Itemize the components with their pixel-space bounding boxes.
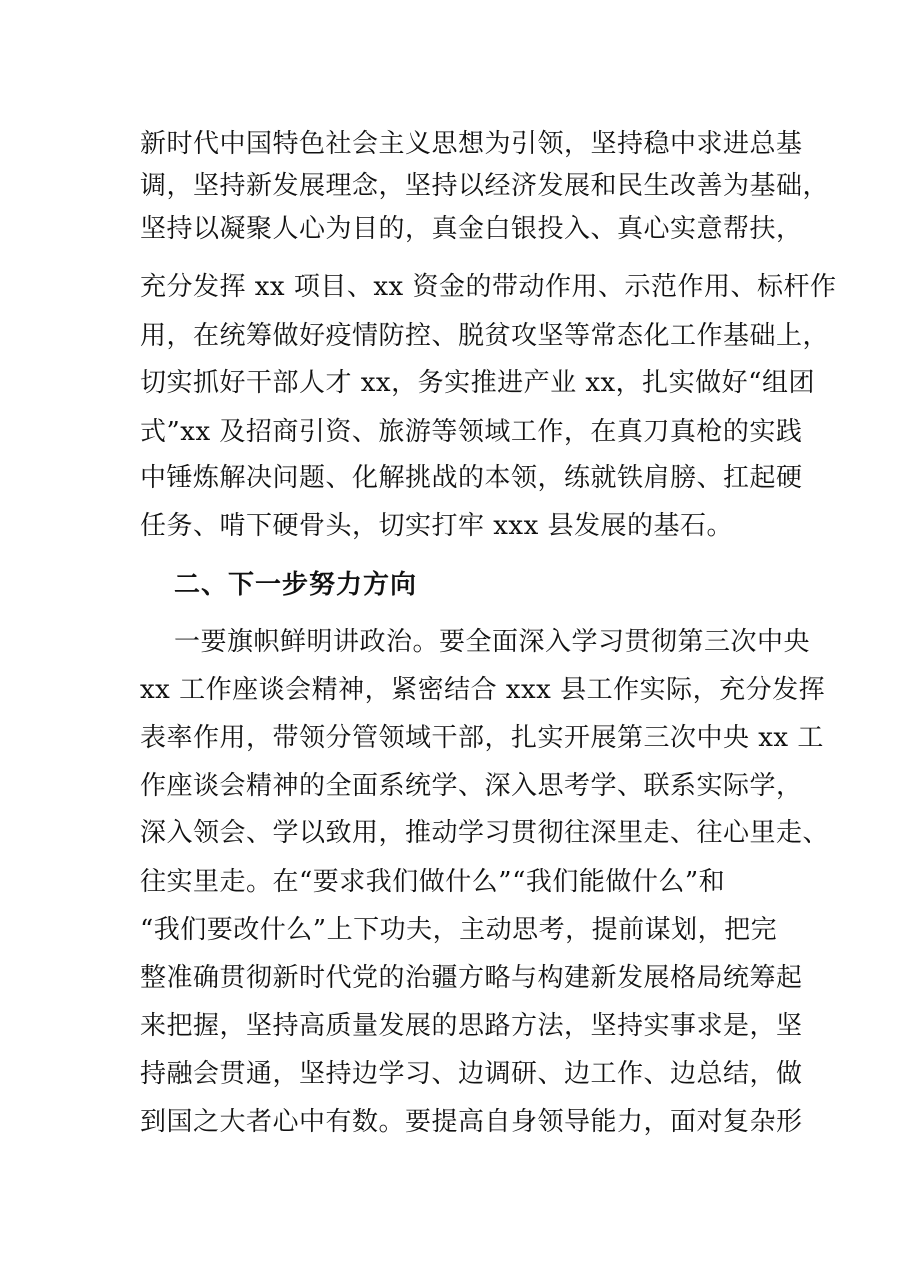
paragraph1-line: 用，在统筹做好疫情防控、脱贫攻坚等常态化工作基础上， xyxy=(140,321,830,351)
paragraph2-line: 一要旗帜鲜明讲政治。要全面深入学习贯彻第三次中央 xyxy=(174,627,811,657)
paragraph2-line: 作座谈会精神的全面系统学、深入思考学、联系实际学， xyxy=(140,771,803,801)
paragraph1-line: 调，坚持新发展理念，坚持以经济发展和民生改善为基础， xyxy=(140,171,830,201)
paragraph1-line: 切实抓好干部人才 xx，务实推进产业 xx，扎实做好“组团 xyxy=(140,368,815,398)
paragraph1-line: 新时代中国特色社会主义思想为引领，坚持稳中求进总基 xyxy=(140,129,803,159)
paragraph2-line: xx 工作座谈会精神，紧密结合 xxx 县工作实际，充分发挥 xyxy=(140,675,826,705)
paragraph2-line: 深入领会、学以致用，推动学习贯彻往深里走、往心里走、 xyxy=(140,818,830,848)
paragraph2-line: 往实里走。在“要求我们做什么”“我们能做什么”和 xyxy=(140,867,726,897)
paragraph2-line: 表率作用，带领分管领域干部，扎实开展第三次中央 xx 工 xyxy=(140,723,824,753)
paragraph2-line: 持融会贯通，坚持边学习、边调研、边工作、边总结，做 xyxy=(140,1059,803,1089)
paragraph2-line: 到国之大者心中有数。要提高自身领导能力，面对复杂形 xyxy=(140,1107,803,1137)
paragraph2-line: “我们要改什么”上下功夫，主动思考，提前谋划，把完 xyxy=(140,915,778,945)
paragraph1-line: 式”xx 及招商引资、旅游等领域工作，在真刀真枪的实践 xyxy=(140,417,803,447)
paragraph2-line: 整准确贯彻新时代党的治疆方略与构建新发展格局统筹起 xyxy=(140,963,803,993)
paragraph1-line: 中锤炼解决问题、化解挑战的本领，练就铁肩膀、扛起硬 xyxy=(140,463,803,493)
paragraph1-line: 充分发挥 xx 项目、xx 资金的带动作用、示范作用、标杆作 xyxy=(140,272,837,302)
paragraph1-line: 任务、啃下硬骨头，切实打牢 xxx 县发展的基石。 xyxy=(140,511,734,541)
paragraph2-line: 来把握，坚持高质量发展的思路方法，坚持实事求是，坚 xyxy=(140,1011,803,1041)
paragraph1-line: 坚持以凝聚人心为目的，真金白银投入、真心实意帮扶， xyxy=(140,214,803,244)
section-heading: 二、下一步努力方向 xyxy=(174,570,418,600)
